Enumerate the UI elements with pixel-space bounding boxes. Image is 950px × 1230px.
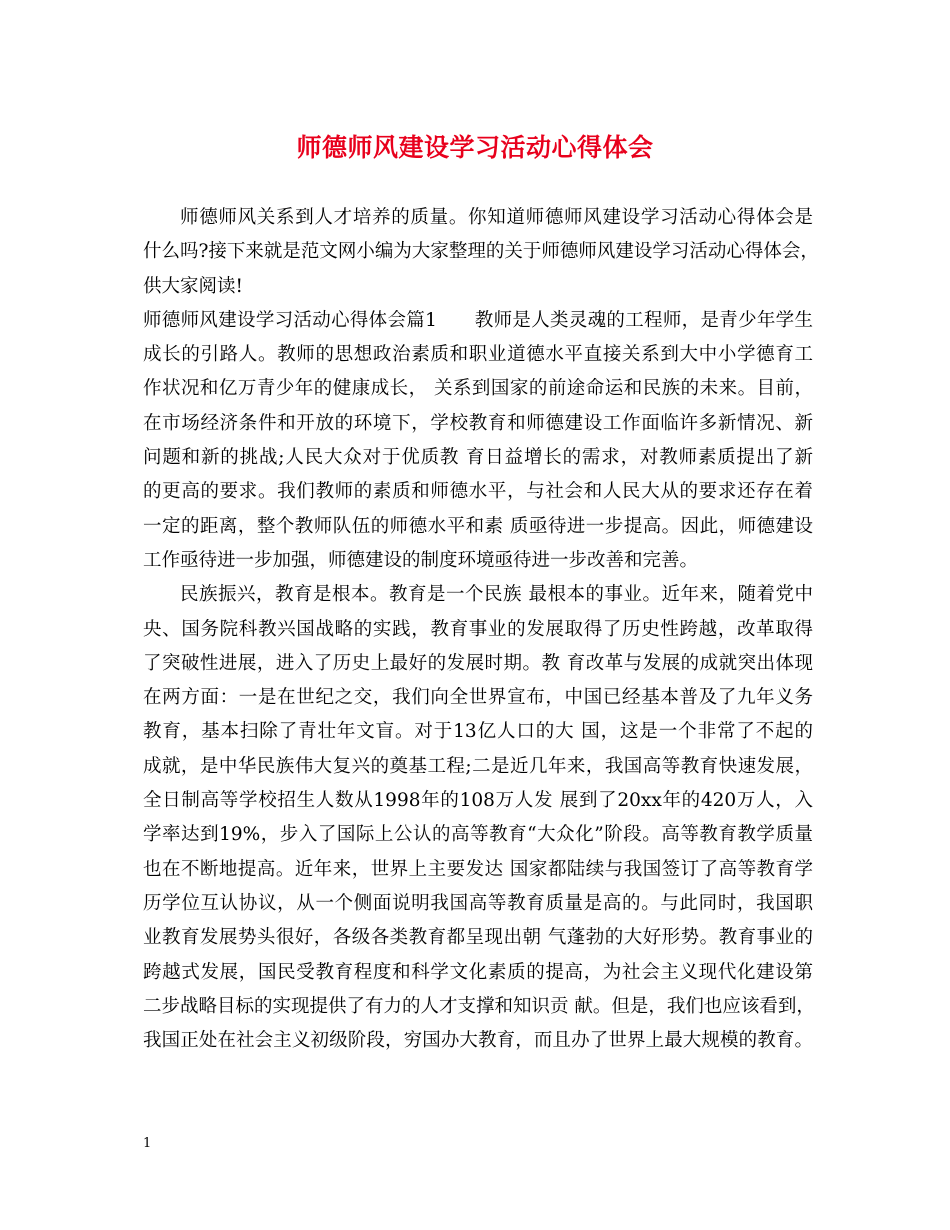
text-line: 跨越式发展，国民受教育程度和科学文化素质的提高，为社会主义现代化建设第 [143, 961, 813, 983]
text-line: 全日制高等学校招生人数从1998年的108万人发 展到了20xx年的420万人，入 [143, 790, 813, 812]
text-line: 在两方面：一是在世纪之交，我们向全世界宣布，中国已经基本普及了九年义务 [143, 687, 813, 709]
text-line: 师德师风建设学习活动心得体会篇1 教师是人类灵魂的工程师，是青少年学生 [143, 309, 813, 331]
page-number: 1 [143, 1136, 152, 1151]
text-line: 历学位互认协议，从一个侧面说明我国高等教育质量是高的。与此同时，我国职 [143, 892, 813, 914]
text-line: 我国正处在社会主义初级阶段，穷国办大教育，而且办了世界上最大规模的教育。 [143, 1030, 813, 1052]
text-line: 的更高的要求。我们教师的素质和师德水平，与社会和人民大从的要求还存在着 [143, 481, 813, 503]
text-line: 央、国务院科教兴国战略的实践，教育事业的发展取得了历史性跨越，改革取得 [143, 618, 813, 640]
text-line: 工作亟待进一步加强，师德建设的制度环境亟待进一步改善和完善。 [143, 549, 699, 571]
text-line: 什么吗?接下来就是范文网小编为大家整理的关于师德师风建设学习活动心得体会， [143, 241, 819, 263]
text-line: 作状况和亿万青少年的健康成长， 关系到国家的前途命运和民族的未来。目前， [143, 378, 813, 400]
text-line: 民族振兴，教育是根本。教育是一个民族 最根本的事业。近年来，随着党中 [180, 584, 813, 606]
text-line: 在市场经济条件和开放的环境下，学校教育和师德建设工作面临许多新情况、新 [143, 412, 813, 434]
text-line: 成长的引路人。教师的思想政治素质和职业道德水平直接关系到大中小学德育工 [143, 344, 813, 366]
text-line: 问题和新的挑战;人民大众对于优质教 育日益增长的需求，对教师素质提出了新 [143, 447, 813, 469]
text-line: 也在不断地提高。近年来，世界上主要发达 国家都陆续与我国签订了高等教育学 [143, 858, 813, 880]
text-line: 了突破性进展，进入了历史上最好的发展时期。教 育改革与发展的成就突出体现 [143, 652, 813, 674]
text-line: 学率达到19%，步入了国际上公认的高等教育“大众化”阶段。高等教育教学质量 [143, 824, 813, 846]
text-line: 业教育发展势头很好，各级各类教育都呈现出朝 气蓬勃的大好形势。教育事业的 [143, 927, 813, 949]
text-line: 供大家阅读! [143, 275, 243, 297]
document-title: 师德师风建设学习活动心得体会 [296, 133, 654, 162]
document-body [143, 201, 819, 1058]
text-line: 二步战略目标的实现提供了有力的人才支撑和知识贡 献。但是，我们也应该看到， [143, 995, 815, 1017]
text-line: 教育，基本扫除了青壮年文盲。对于13亿人口的大 国，这是一个非常了不起的 [143, 721, 813, 743]
text-line: 师德师风关系到人才培养的质量。你知道师德师风建设学习活动心得体会是 [180, 207, 813, 228]
text-line: 成就，是中华民族伟大复兴的奠基工程;二是近几年来，我国高等教育快速发展， [143, 755, 813, 777]
text-line: 一定的距离，整个教师队伍的师德水平和素 质亟待进一步提高。因此，师德建设 [143, 515, 813, 537]
